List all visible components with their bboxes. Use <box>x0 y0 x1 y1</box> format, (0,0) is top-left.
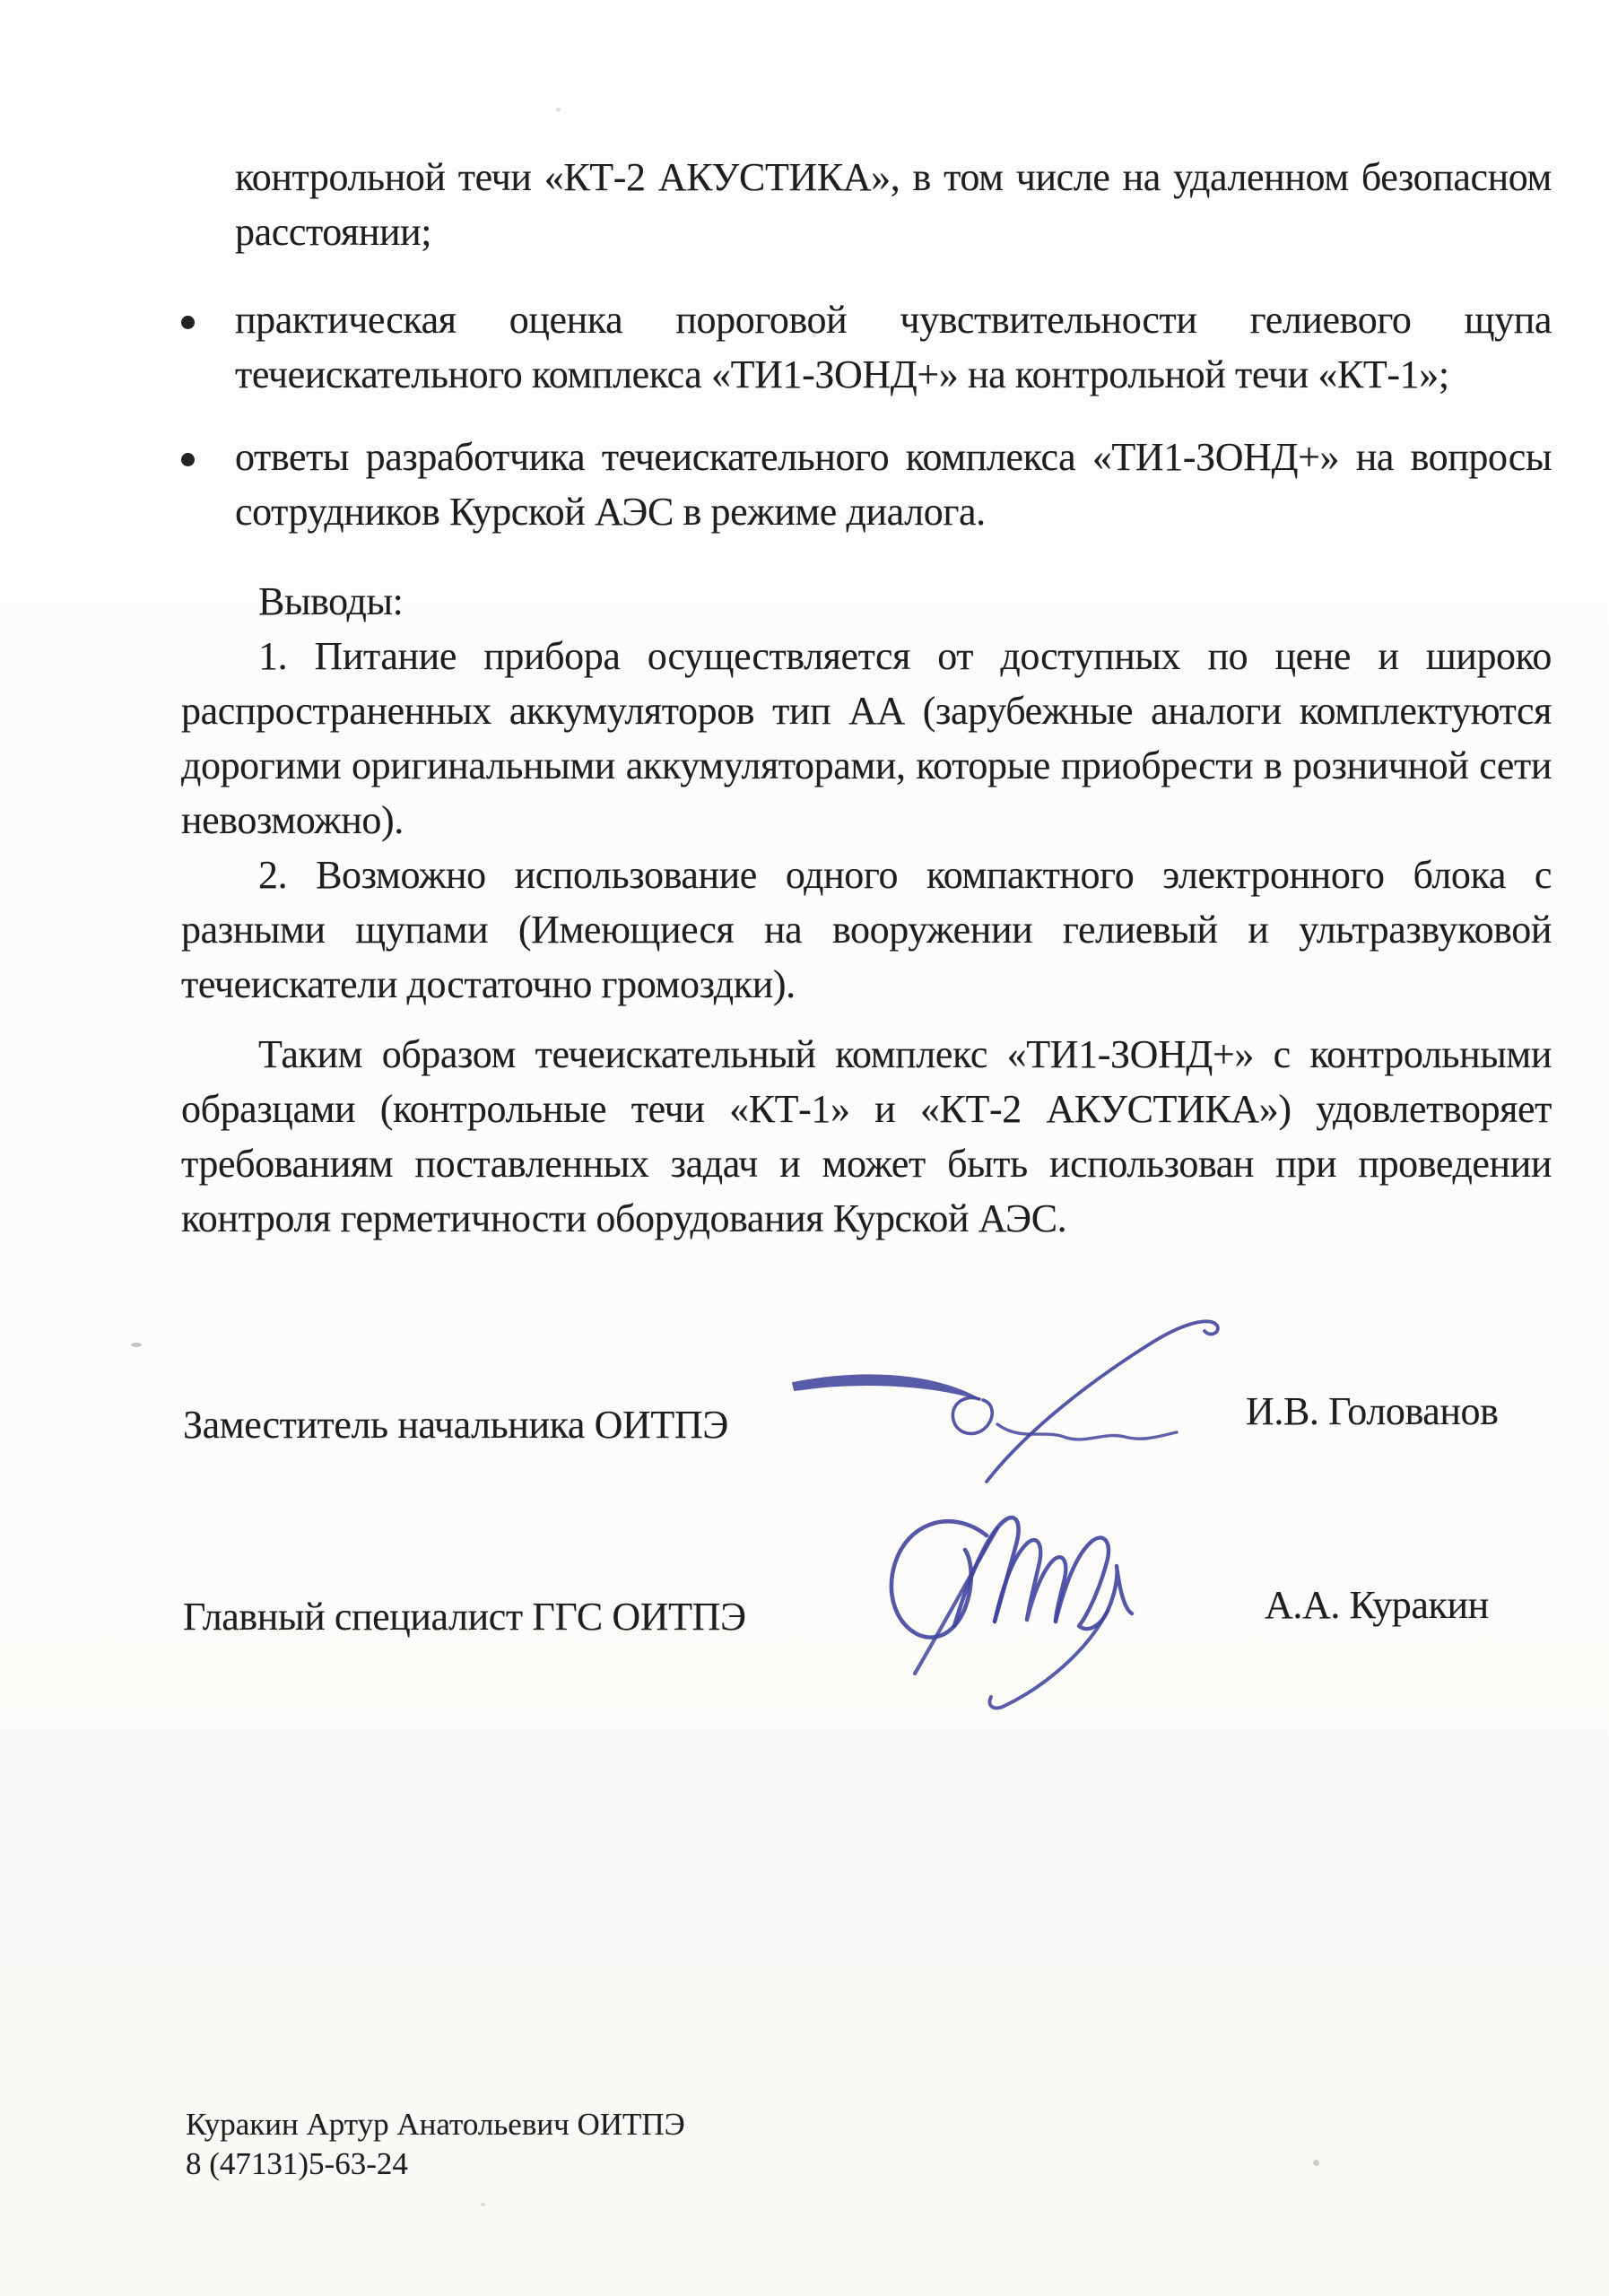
bullet-item-line: практическая оценка пороговой чувствительности гелиевого щупа <box>235 298 1552 342</box>
scan-speck <box>1313 2160 1319 2166</box>
bullet-marker-icon <box>181 316 195 329</box>
conclusion-1-line: распространенных аккумуляторов тип АА (зарубежные аналоги комплектуются <box>181 689 1552 733</box>
closing-line: контроля герметичности оборудования Курской АЭС. <box>181 1196 1067 1240</box>
bullet-item-line: ответы разработчика течеискательного комплекса «ТИ1-ЗОНД+» на вопросы <box>235 435 1552 479</box>
closing-line: Таким образом течеискательный комплекс «ТИ1-ЗОНД+» с контрольными <box>258 1032 1552 1076</box>
footer-phone: 8 (47131)5-63-24 <box>186 2146 408 2181</box>
conclusion-1-line: дорогими оригинальными аккумуляторами, которые приобрести в розничной сети <box>181 744 1552 787</box>
scan-speck <box>131 1343 142 1347</box>
scan-speck <box>556 108 561 112</box>
intro-line: расстоянии; <box>235 210 432 254</box>
bullet-marker-icon <box>181 453 195 466</box>
signatory-title-2: Главный специалист ГГС ОИТПЭ <box>183 1595 746 1639</box>
signatory-name-2: А.А. Куракин <box>1265 1583 1489 1627</box>
scan-speck <box>481 2203 485 2206</box>
footer-contact: Куракин Артур Анатольевич ОИТПЭ <box>186 2107 685 2142</box>
conclusion-1-line: 1. Питание прибора осуществляется от доступных по цене и широко <box>258 634 1552 678</box>
signature-kurakin <box>852 1480 1184 1722</box>
signatory-title-1: Заместитель начальника ОИТПЭ <box>183 1403 728 1447</box>
bullet-item-line: течеискательного комплекса «ТИ1-ЗОНД+» на контрольной течи «КТ-1»; <box>235 352 1449 396</box>
bullet-item-line: сотрудников Курской АЭС в режиме диалога. <box>235 490 986 534</box>
conclusion-2-line: 2. Возможно использование одного компактного электронного блока с <box>258 853 1552 897</box>
conclusion-2-line: разными щупами (Имеющиеся на вооружении гелиевый и ультразвуковой <box>181 908 1552 952</box>
intro-line: контрольной течи «КТ-2 АКУСТИКА», в том числе на удаленном безопасном <box>235 155 1552 199</box>
conclusions-heading: Выводы: <box>258 579 404 623</box>
closing-line: требованиям поставленных задач и может быть использован при проведении <box>181 1142 1552 1186</box>
conclusion-2-line: течеискатели достаточно громоздки). <box>181 962 796 1006</box>
scan-speck <box>813 334 816 337</box>
signatory-name-1: И.В. Голованов <box>1246 1389 1499 1433</box>
conclusion-1-line: невозможно). <box>181 798 404 842</box>
closing-line: образцами (контрольные течи «КТ-1» и «КТ-2 АКУСТИКА») удовлетворяет <box>181 1087 1552 1131</box>
